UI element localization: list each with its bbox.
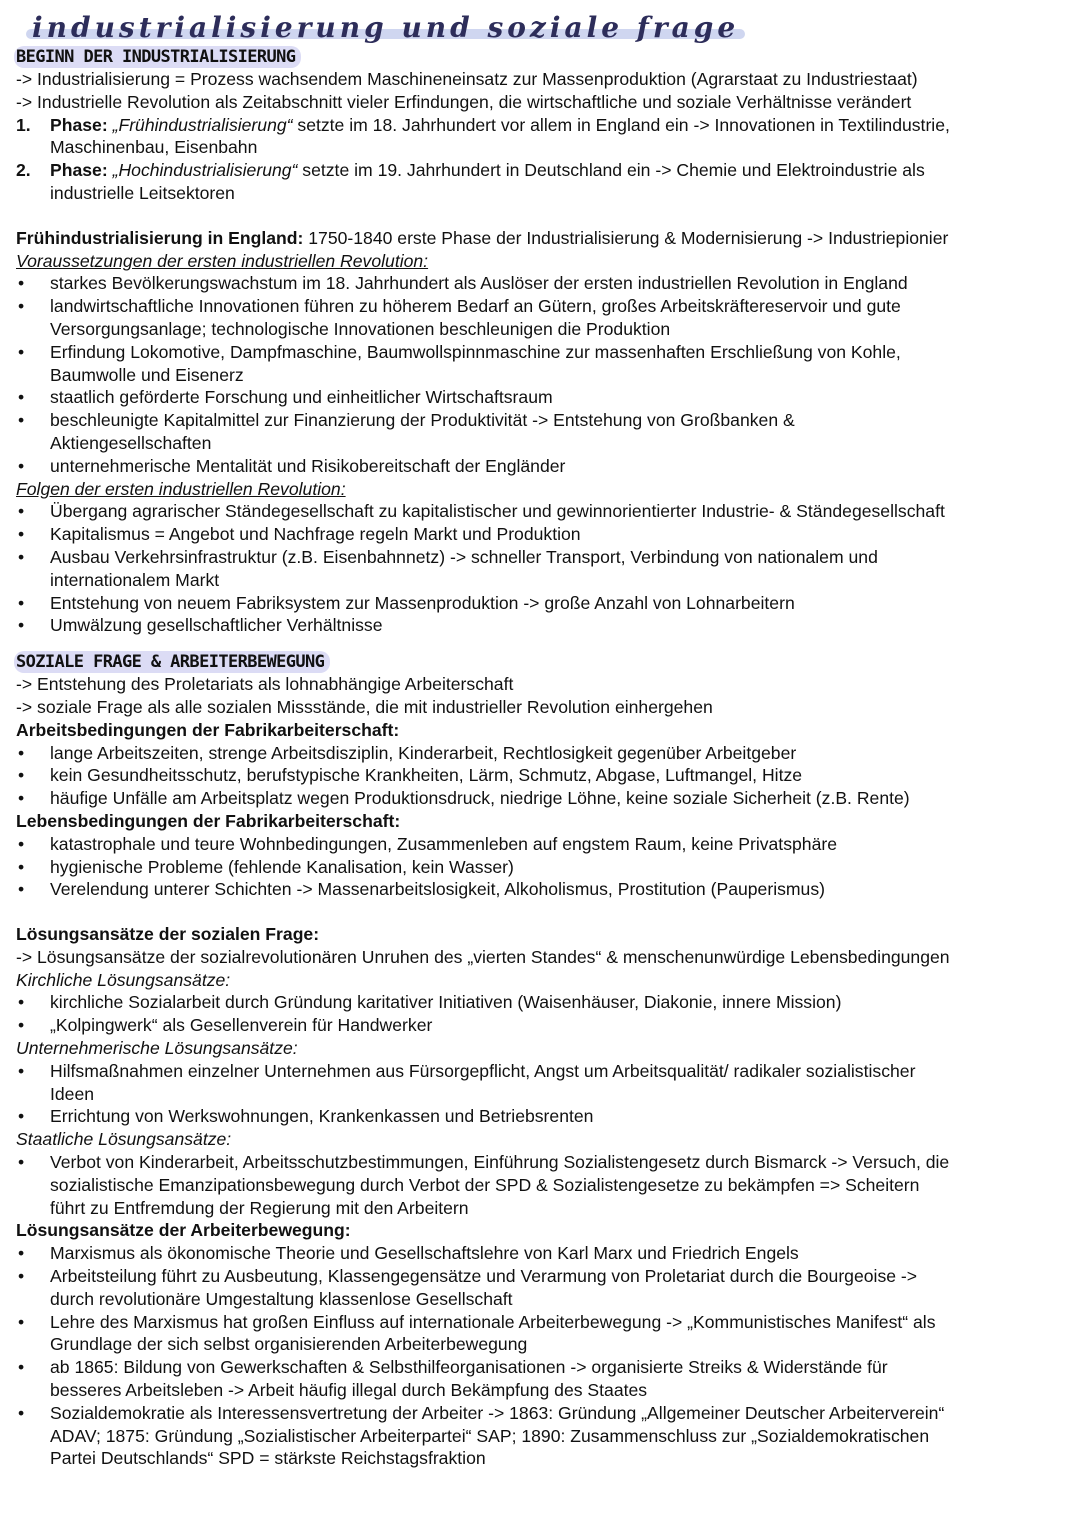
- list-item-line: sozialistische Emanzipationsbewegung durch Verbot der SPD & Sozialistengesetze zu bekämpfen => Scheitern: [50, 1174, 920, 1195]
- list-item-line: häufige Unfälle am Arbeitsplatz wegen Produktionsdruck, niedrige Löhne, keine soziale Sicherheit (z.B. Rente): [50, 788, 910, 809]
- subheading: Staatliche Lösungsansätze:: [16, 1129, 232, 1150]
- list-item-line: „Kolpingwerk“ als Gesellenverein für Handwerker: [50, 1015, 433, 1036]
- list-item-line: Arbeitsteilung führt zu Ausbeutung, Klassengegensätze und Verarmung von Proletariat durch die Bourgeoise ->: [50, 1266, 918, 1287]
- list-item: [16, 1402, 1068, 1470]
- list-item-line: Aktiengesellschaften: [50, 432, 212, 453]
- section-loesungsansaetze: [16, 923, 1068, 1470]
- list-item-line: beschleunigte Kapitalmittel zur Finanzierung der Produktivität -> Entstehung von Großbanken &: [50, 410, 795, 431]
- list-item: [16, 295, 1068, 341]
- list-item-line: Entstehung von neuem Fabriksystem zur Massenproduktion -> große Anzahl von Lohnarbeitern: [50, 592, 795, 613]
- list-item: [16, 856, 1068, 879]
- list-item-line: durch revolutionäre Umgestaltung klassenlose Gesellschaft: [50, 1288, 513, 1309]
- list-item-line: Baumwolle und Eisenerz: [50, 364, 244, 385]
- list-item-line: staatlich geförderte Forschung und einheitlicher Wirtschaftsraum: [50, 387, 553, 408]
- bullet-list: [16, 742, 1068, 810]
- list-item-line: kirchliche Sozialarbeit durch Gründung karitativer Initiativen (Waisenhäuser, Diakonie, innere Mission): [50, 992, 842, 1013]
- list-item-line: Hilfsmaßnahmen einzelner Unternehmen aus Fürsorgepflicht, Angst um Arbeitsqualität/ radikaler sozialistischer: [50, 1060, 916, 1081]
- bullet-list: [16, 991, 1068, 1037]
- list-item-line: starkes Bevölkerungswachstum im 18. Jahrhundert als Auslöser der ersten industriellen Revolution in England: [50, 273, 908, 294]
- list-item: [16, 1151, 1068, 1219]
- list-item: [16, 991, 1068, 1014]
- list-item: [16, 614, 1068, 637]
- list-item: [16, 1060, 1068, 1106]
- list-item-line: führt zu Entfremdung der Regierung mit den Arbeitern: [50, 1197, 469, 1218]
- text-line: -> Entstehung des Proletariats als lohnabhängige Arbeiterschaft: [16, 674, 514, 695]
- bullet-list: [16, 1151, 1068, 1219]
- bullet-list: [16, 1242, 1068, 1470]
- phase-term: „Frühindustrialisierung“: [112, 114, 293, 135]
- phase-text: setzte im 18. Jahrhundert vor allem in England ein -> Innovationen in Textilindustrie,: [292, 114, 950, 135]
- list-item: [16, 1105, 1068, 1128]
- list-item: [16, 1014, 1068, 1037]
- subheading: Voraussetzungen der ersten industriellen Revolution:: [16, 250, 429, 271]
- list-item: [16, 341, 1068, 387]
- list-item: [16, 592, 1068, 615]
- list-item-line: Erfindung Lokomotive, Dampfmaschine, Baumwollspinnmaschine zur massenhaften Erschließung von Kohle,: [50, 341, 901, 362]
- list-item-line: landwirtschaftliche Innovationen führen zu höherem Bedarf an Gütern, großes Arbeitskräftereservoir und gute: [50, 296, 901, 317]
- phase-label: Phase:: [50, 160, 108, 181]
- bullet-list: [16, 500, 1068, 637]
- list-item-line: Errichtung von Werkswohnungen, Krankenkassen und Betriebsrenten: [50, 1106, 594, 1127]
- list-item-line: katastrophale und teure Wohnbedingungen, Zusammenleben auf engstem Raum, keine Privatsphäre: [50, 833, 837, 854]
- list-item-line: kein Gesundheitsschutz, berufstypische Krankheiten, Lärm, Schmutz, Abgase, Luftmangel, Hitze: [50, 765, 803, 786]
- list-item: [16, 1311, 1068, 1357]
- list-item-line: ADAV; 1875: Gründung „Sozialistischer Arbeiterpartei“ SAP; 1890: Zusammenschluss zur „Sozialdemokratischen: [50, 1425, 930, 1446]
- list-item: [16, 1356, 1068, 1402]
- lead-bold: Frühindustrialisierung in England:: [16, 227, 304, 248]
- phase-label: Phase:: [50, 114, 108, 135]
- list-item-line: Lehre des Marxismus hat großen Einfluss auf internationale Arbeiterbewegung -> „Kommunistisches Manifest“ als: [50, 1311, 936, 1332]
- list-item: [16, 833, 1068, 856]
- phase-list: [16, 114, 1068, 205]
- subheading: Unternehmerische Lösungsansätze:: [16, 1038, 298, 1059]
- list-item-line: Grundlage der sich selbst organisierenden Arbeiterbewegung: [50, 1334, 528, 1355]
- list-item-line: besseres Arbeitsleben -> Arbeit häufig illegal durch Bekämpfung des Staates: [50, 1380, 648, 1401]
- list-item: [16, 455, 1068, 478]
- subheading: Lebensbedingungen der Fabrikarbeiterschaft:: [16, 810, 401, 831]
- list-item-line: unternehmerische Mentalität und Risikobereitschaft der Engländer: [50, 455, 566, 476]
- list-item-line: internationalem Markt: [50, 569, 220, 590]
- list-item: [16, 1265, 1068, 1311]
- list-item-line: Ausbau Verkehrsinfrastruktur (z.B. Eisenbahnnetz) -> schneller Transport, Verbindung von nationalem und: [50, 546, 878, 567]
- section-fruehindustrialisierung: [16, 227, 1068, 637]
- subheading: Arbeitsbedingungen der Fabrikarbeiterschaft:: [16, 719, 400, 740]
- list-item-line: Marxismus als ökonomische Theorie und Gesellschaftslehre von Karl Marx und Friedrich Engels: [50, 1243, 799, 1264]
- section-soziale-frage: [16, 651, 1068, 901]
- list-item-line: Umwälzung gesellschaftlicher Verhältnisse: [50, 615, 383, 636]
- list-item-line: Ideen: [50, 1083, 95, 1104]
- subheading: Lösungsansätze der sozialen Frage:: [16, 924, 320, 945]
- list-item-line: Partei Deutschlands“ SPD = stärkste Reichstagsfraktion: [50, 1448, 486, 1469]
- phase-item: [16, 114, 1068, 160]
- text-line: -> Lösungsansätze der sozialrevolutionären Unruhen des „vierten Standes“ & menschenunwürdige Lebensbedingungen: [16, 946, 950, 967]
- list-item-line: Versorgungsanlage; technologische Innovationen beschleunigen die Produktion: [50, 318, 671, 339]
- list-item-line: Kapitalismus = Angebot und Nachfrage regeln Markt und Produktion: [50, 524, 581, 545]
- text-line: [16, 227, 1068, 250]
- subheading: Lösungsansätze der Arbeiterbewegung:: [16, 1220, 351, 1241]
- list-number: 1.: [16, 114, 31, 135]
- list-item-line: ab 1865: Bildung von Gewerkschaften & Selbsthilfeorganisationen -> organisierte Streiks & Widerstände für: [50, 1357, 888, 1378]
- lead-rest: 1750-1840 erste Phase der Industrialisierung & Modernisierung -> Industriepionier: [303, 227, 949, 248]
- list-item: [16, 878, 1068, 901]
- list-item: [16, 386, 1068, 409]
- list-item-line: lange Arbeitszeiten, strenge Arbeitsdisziplin, Kinderarbeit, Rechtlosigkeit gegenüber Arbeitgeber: [50, 742, 797, 763]
- phase-term: „Hochindustrialisierung“: [112, 160, 298, 181]
- list-item-line: Verelendung unterer Schichten -> Massenarbeitslosigkeit, Alkoholismus, Prostitution (Pauperismus): [50, 879, 826, 900]
- text-line: -> Industrialisierung = Prozess wachsendem Maschineneinsatz zur Massenproduktion (Agrarstaat zu Industriestaat): [16, 69, 918, 89]
- list-item-line: hygienische Probleme (fehlende Kanalisation, kein Wasser): [50, 856, 514, 877]
- list-item: [16, 500, 1068, 523]
- text-line: -> soziale Frage als alle sozialen Missstände, die mit industrieller Revolution einhergehen: [16, 696, 713, 717]
- list-item: [16, 742, 1068, 765]
- list-item-line: Sozialdemokratie als Interessensvertretung der Arbeiter -> 1863: Gründung „Allgemeiner Deutscher Arbeiterverein“: [50, 1402, 945, 1423]
- list-item: [16, 409, 1068, 455]
- list-item: [16, 546, 1068, 592]
- text-line: -> Industrielle Revolution als Zeitabschnitt vieler Erfindungen, die wirtschaftliche und soziale Verhältnisse verändert: [16, 91, 912, 112]
- page-title: industrialisierung und soziale frage: [32, 11, 740, 44]
- list-item-line: Verbot von Kinderarbeit, Arbeitsschutzbestimmungen, Einführung Sozialistengesetz durch Bismarck -> Versuch, die: [50, 1152, 950, 1173]
- phase-item: [16, 159, 1068, 205]
- list-item: [16, 764, 1068, 787]
- section-beginn: [16, 46, 1068, 205]
- phase-text: setzte im 19. Jahrhundert in Deutschland ein -> Chemie und Elektroindustrie als: [297, 160, 925, 181]
- list-item: [16, 1242, 1068, 1265]
- section-heading: SOZIALE FRAGE & ARBEITERBEWEGUNG: [14, 651, 330, 673]
- bullet-list: [16, 272, 1068, 477]
- phase-text: industrielle Leitsektoren: [50, 182, 235, 203]
- phase-text: Maschinenbau, Eisenbahn: [50, 137, 258, 158]
- list-item: [16, 787, 1068, 810]
- list-item-line: Übergang agrarischer Ständegesellschaft zu kapitalistischer und gewinnorientierter Industrie- & Ständegesellschaft: [50, 501, 945, 522]
- section-heading: BEGINN DER INDUSTRIALISIERUNG: [14, 46, 301, 68]
- list-item: [16, 272, 1068, 295]
- bullet-list: [16, 833, 1068, 901]
- list-number: 2.: [16, 160, 31, 181]
- list-item: [16, 523, 1068, 546]
- subheading: Folgen der ersten industriellen Revolution:: [16, 478, 346, 499]
- bullet-list: [16, 1060, 1068, 1128]
- subheading: Kirchliche Lösungsansätze:: [16, 969, 231, 990]
